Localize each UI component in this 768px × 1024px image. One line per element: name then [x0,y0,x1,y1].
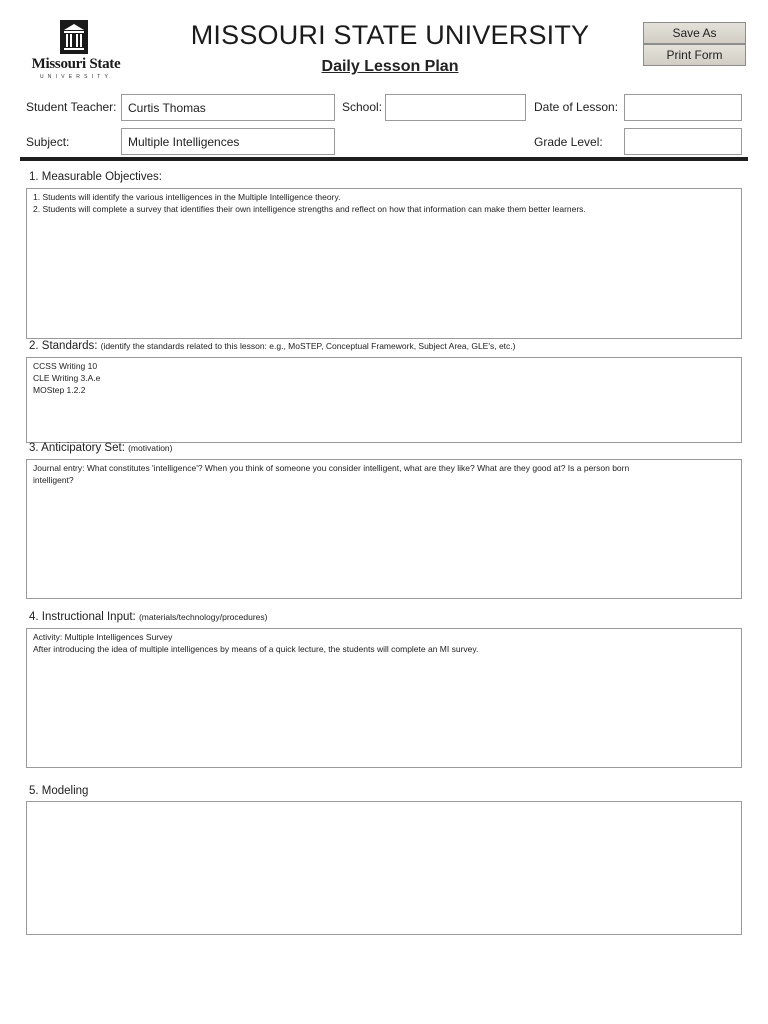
objectives-textarea[interactable] [26,188,742,339]
instructional-input-hint: (materials/technology/procedures) [138,612,268,622]
print-form-button[interactable]: Print Form [643,44,746,66]
grade-level-label: Grade Level: [534,135,603,149]
standards-line: MOStep 1.2.2 [33,385,86,395]
standards-textarea[interactable] [26,357,742,443]
section-heading-instructional-input: 4. Instructional Input: (materials/technology/procedures) [29,611,268,623]
logo-subtext: UNIVERSITY [39,74,112,80]
date-of-lesson-field[interactable] [624,94,742,121]
date-of-lesson-label: Date of Lesson: [534,100,619,114]
grade-level-field[interactable] [624,128,742,155]
missouri-state-logo [20,20,132,86]
section-heading-anticipatory-set: 3. Anticipatory Set: (motivation) [29,442,173,454]
objectives-line: 2. Students will complete a survey that identifies their own intelligence strengths and reflect on how that information can make them better learners. [33,204,586,214]
section-heading-standards: 2. Standards: (identify the standards related to this lesson: e.g., MoSTEP, Conceptual Framework, Subject Area, GLE's, etc.) [29,340,516,352]
header-divider [20,157,748,161]
page-subtitle: Daily Lesson Plan [321,58,459,75]
instructional-input-line: After introducing the idea of multiple intelligences by means of a quick lecture, the students will complete an MI survey. [33,644,479,654]
subject-field[interactable]: Multiple Intelligences [121,128,335,155]
logo-wordmark: Missouri State [31,56,121,72]
anticipatory-set-textarea[interactable] [26,459,742,599]
section-heading-modeling: 5. Modeling [29,785,89,797]
modeling-textarea[interactable] [26,801,742,935]
section-heading-objectives: 1. Measurable Objectives: [29,171,162,183]
save-as-button[interactable]: Save As [643,22,746,44]
anticipatory-set-line: intelligent? [33,475,74,485]
standards-line: CLE Writing 3.A.e [33,373,101,383]
standards-hint: (identify the standards related to this lesson: e.g., MoSTEP, Conceptual Framework, Subject Area, GLE's, etc.) [100,341,516,351]
instructional-input-textarea[interactable] [26,628,742,768]
student-teacher-label: Student Teacher: [26,100,117,114]
standards-line: CCSS Writing 10 [33,361,98,371]
anticipatory-set-hint: (motivation) [128,443,173,453]
student-teacher-field[interactable]: Curtis Thomas [121,94,335,121]
subject-label: Subject: [26,135,70,149]
objectives-line: 1. Students will identify the various intelligences in the Multiple Intelligence theory. [33,192,341,202]
anticipatory-set-line: Journal entry: What constitutes 'intelligence'? When you think of someone you consider intelligent, what are they like? What are they good at? Is a person born [33,463,630,473]
page-title: MISSOURI STATE UNIVERSITY [190,20,590,50]
school-label: School: [342,100,383,114]
school-field[interactable] [385,94,526,121]
building-icon [60,20,88,54]
instructional-input-line: Activity: Multiple Intelligences Survey [33,632,173,642]
